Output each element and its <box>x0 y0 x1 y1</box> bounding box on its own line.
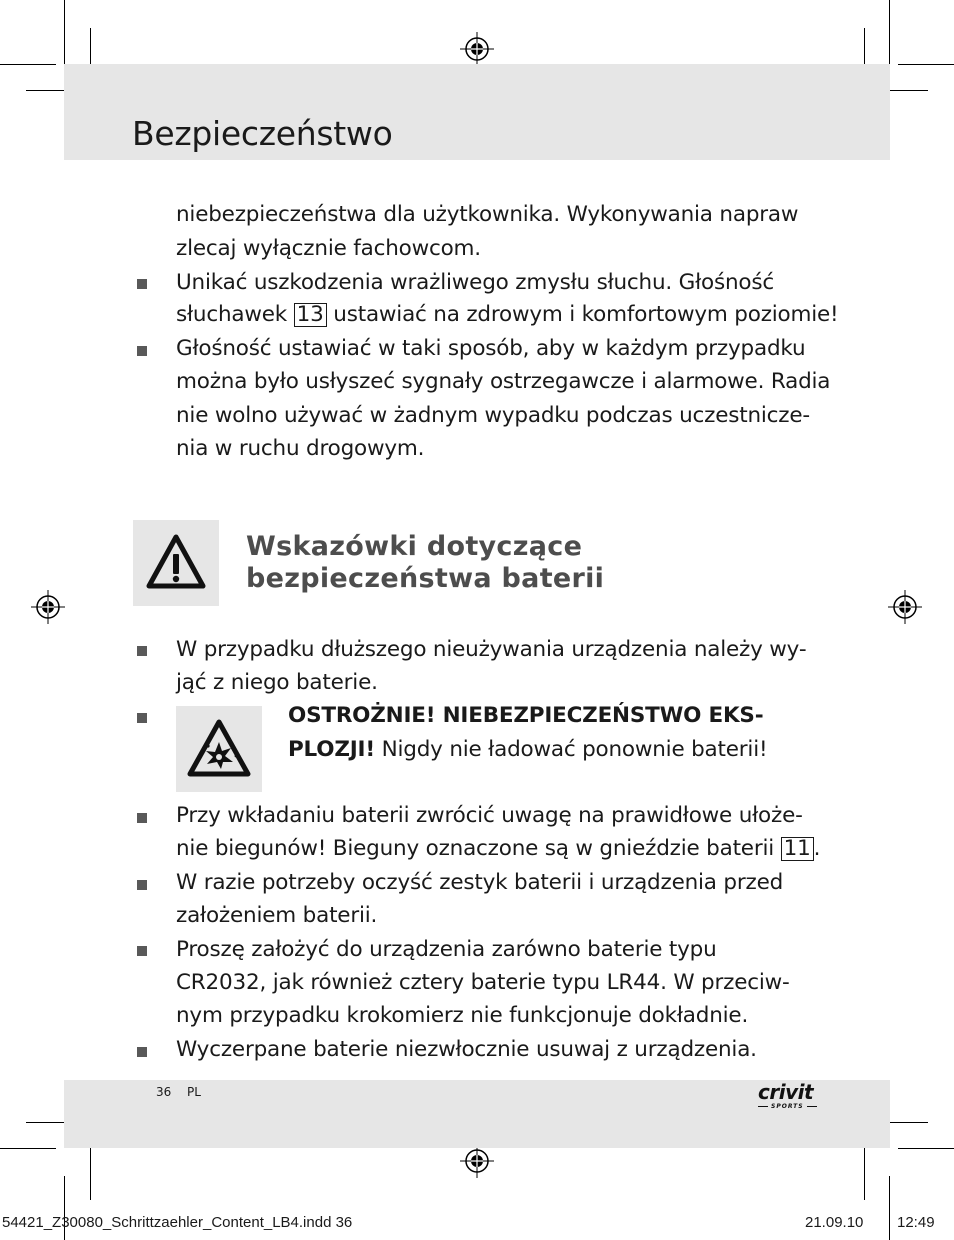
remove-line: W przypadku dłuższego nieużywania urządzenia należy wy- <box>176 637 807 662</box>
logo-subtext: SPORTS <box>771 1103 804 1110</box>
explosion-warning-icon <box>176 706 262 792</box>
hearing-text: słuchawek <box>176 302 288 327</box>
crop-mark <box>26 90 64 91</box>
crop-mark <box>864 1148 865 1200</box>
bullet <box>137 279 147 289</box>
logo-sub-row <box>758 1103 824 1110</box>
hearing-line: Unikać uszkodzenia wrażliwego zmysłu słuchu. Głośność <box>176 270 774 295</box>
explosion-warning-heading: OSTROŻNIE! NIEBEZPIECZEŃSTWO EKS- <box>288 703 764 728</box>
crop-mark <box>898 1148 954 1149</box>
logo-rule <box>758 1106 768 1107</box>
crop-mark <box>0 1148 56 1149</box>
bullet <box>137 346 147 356</box>
section-title: Wskazówki dotyczące <box>246 531 583 562</box>
slug-time: 12:49 <box>897 1214 935 1231</box>
types-line: Proszę założyć do urządzenia zarówno baterie typu <box>176 937 717 962</box>
types-line: nym przypadku krokomierz nie funkcjonuje dokładnie. <box>176 1003 749 1028</box>
hearing-text: ustawiać na zdrowym i komfortowym poziomie! <box>333 302 839 327</box>
crop-mark <box>26 1122 64 1123</box>
language-code: PL <box>187 1085 201 1099</box>
crivit-logo <box>758 1082 824 1118</box>
warning-icon <box>133 520 219 606</box>
crop-mark <box>0 64 56 65</box>
explosion-warning-line <box>288 738 767 762</box>
explosion-warning-box <box>176 706 262 792</box>
bullet <box>137 1047 147 1057</box>
section-title: bezpieczeństwa baterii <box>246 563 605 594</box>
crop-mark <box>898 64 954 65</box>
page-title: Bezpieczeństwo <box>132 114 393 153</box>
intro-line: niebezpieczeństwa dla użytkownika. Wykonywania napraw <box>176 202 799 227</box>
page-number: 36 <box>156 1085 172 1099</box>
clean-line: W razie potrzeby oczyść zestyk baterii i urządzenia przed <box>176 870 784 895</box>
polarity-text: nie biegunów! Bieguny oznaczone są w gnieździe baterii <box>176 836 775 861</box>
types-line: CR2032, jak również cztery baterie typu LR44. W przeciw- <box>176 970 790 995</box>
hearing-line <box>176 303 838 327</box>
bullet <box>137 646 147 656</box>
volume-line: można było usłyszeć sygnały ostrzegawcze i alarmowe. Radia <box>176 369 831 394</box>
registration-mark-icon <box>460 1144 494 1178</box>
clean-line: założeniem baterii. <box>176 903 378 928</box>
crop-mark <box>90 1148 91 1200</box>
bullet <box>137 946 147 956</box>
intro-line: zlecaj wyłącznie fachowcom. <box>176 236 481 261</box>
volume-line: nia w ruchu drogowym. <box>176 436 425 461</box>
logo-rule <box>807 1106 817 1107</box>
crop-mark <box>889 0 890 64</box>
explosion-warning-heading: PLOZJI! <box>288 737 375 762</box>
crop-mark <box>889 1176 890 1240</box>
crop-mark <box>64 0 65 64</box>
polarity-line: Przy wkładaniu baterii zwrócić uwagę na prawidłowe ułoże- <box>176 803 803 828</box>
warning-box <box>133 520 219 606</box>
volume-line: nie wolno używać w żadnym wypadku podczas uczestnicze- <box>176 403 810 428</box>
logo-wordmark: crivit <box>758 1080 814 1104</box>
reference-number: 11 <box>781 837 814 861</box>
crop-mark <box>890 90 928 91</box>
polarity-text: . <box>813 836 821 861</box>
slug-filename: 54421_Z30080_Schrittzaehler_Content_LB4.indd 36 <box>2 1214 353 1231</box>
bullet <box>137 813 147 823</box>
bullet <box>137 713 147 723</box>
registration-mark-icon <box>888 590 922 624</box>
slug-date: 21.09.10 <box>805 1214 864 1231</box>
remove-empty-line: Wyczerpane baterie niezwłocznie usuwaj z urządzenia. <box>176 1037 757 1062</box>
polarity-line <box>176 837 820 861</box>
remove-line: jąć z niego baterie. <box>176 670 378 695</box>
crop-mark <box>890 1122 928 1123</box>
registration-mark-icon <box>31 590 65 624</box>
registration-mark-icon <box>460 32 494 66</box>
bullet <box>137 880 147 890</box>
reference-number: 13 <box>294 303 327 327</box>
explosion-warning-text: Nigdy nie ładować ponownie baterii! <box>381 737 768 762</box>
volume-line: Głośność ustawiać w taki sposób, aby w każdym przypadku <box>176 336 806 361</box>
